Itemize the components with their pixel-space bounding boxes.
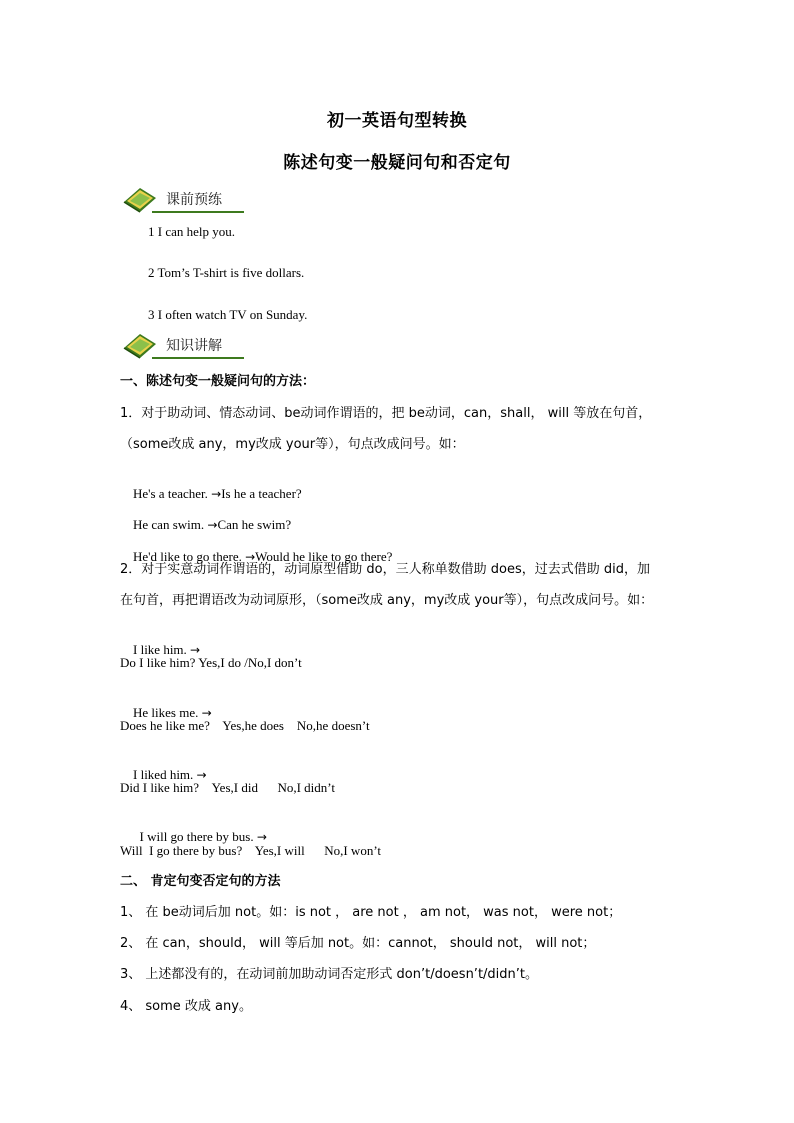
example-line: He's a teacher. →Is he a teacher? xyxy=(133,486,302,501)
page-subtitle: 陈述句变一般疑问句和否定句 xyxy=(283,153,511,173)
rule1-line1: 1．对于助动词、情态动词、be动词作谓语的，把 be动词，can，shall， will 等放在句首， xyxy=(120,406,652,421)
example-answer: Does he like me? Yes,he does No,he doesn’t xyxy=(120,718,370,733)
rule1-line2: （some改成 any，my改成 your等），句点改成问号。如： xyxy=(120,437,465,452)
negation-rule-4: 4、 some 改成 any。 xyxy=(120,999,252,1014)
arrow-icon: → xyxy=(245,550,256,564)
example-line: I like him. → xyxy=(133,642,201,657)
preview-item-3: 3 I often watch TV on Sunday. xyxy=(148,307,308,322)
example-line: He'd like to go there. →Would he like to go there? xyxy=(133,549,393,564)
negation-rule-3: 3、 上述都没有的，在动词前加助动词否定形式 don’t/doesn’t/didn’t。 xyxy=(120,967,538,982)
banner-knowledge-label: 知识讲解 xyxy=(166,338,222,354)
example-answer: Will I go there by bus? Yes,I will No,I won’t xyxy=(120,843,382,858)
banner-knowledge xyxy=(122,330,244,360)
example-answer: Did I like him? Yes,I did No,I didn’t xyxy=(120,780,335,795)
banner-preview xyxy=(122,184,244,214)
arrow-icon: → xyxy=(201,706,212,720)
example-answer: Do I like him? Yes,I do /No,I don’t xyxy=(120,655,302,670)
arrow-icon: → xyxy=(211,487,222,501)
example-line: I liked him. → xyxy=(133,767,207,782)
arrow-icon: → xyxy=(207,518,218,532)
rule2-line1: 2．对于实意动词作谓语的，动词原型借助 do，三人称单数借助 does，过去式借助 did，加 xyxy=(120,562,650,577)
example-line: He can swim. →Can he swim? xyxy=(133,517,292,532)
section1-heading: 一、陈述句变一般疑问句的方法： xyxy=(120,374,316,389)
banner-underline xyxy=(152,357,244,359)
negation-rule-2: 2、 在 can，should， will 等后加 not。如：cannot， should not， will not； xyxy=(120,936,596,951)
arrow-icon: → xyxy=(256,830,267,844)
negation-rule-1: 1、 在 be动词后加 not。如：is not ， are not ， am not， was not， were not； xyxy=(120,905,622,920)
pencil-book-icon xyxy=(122,184,158,214)
example-line: He likes me. → xyxy=(133,705,212,720)
preview-item-2: 2 Tom’s T-shirt is five dollars. xyxy=(148,265,305,280)
arrow-icon: → xyxy=(196,768,207,782)
arrow-icon: → xyxy=(190,643,201,657)
banner-underline xyxy=(152,211,244,213)
pencil-book-icon xyxy=(122,330,158,360)
example-line: I will go there by bus. → xyxy=(133,829,267,844)
section2-heading: 二、 肯定句变否定句的方法 xyxy=(120,874,281,889)
rule2-line2: 在句首，再把谓语改为动词原形，（some改成 any，my改成 your等），句点改成问号。如： xyxy=(120,593,654,608)
banner-preview-label: 课前预练 xyxy=(166,192,222,208)
page-title: 初一英语句型转换 xyxy=(327,111,467,131)
preview-item-1: 1 I can help you. xyxy=(148,224,236,239)
